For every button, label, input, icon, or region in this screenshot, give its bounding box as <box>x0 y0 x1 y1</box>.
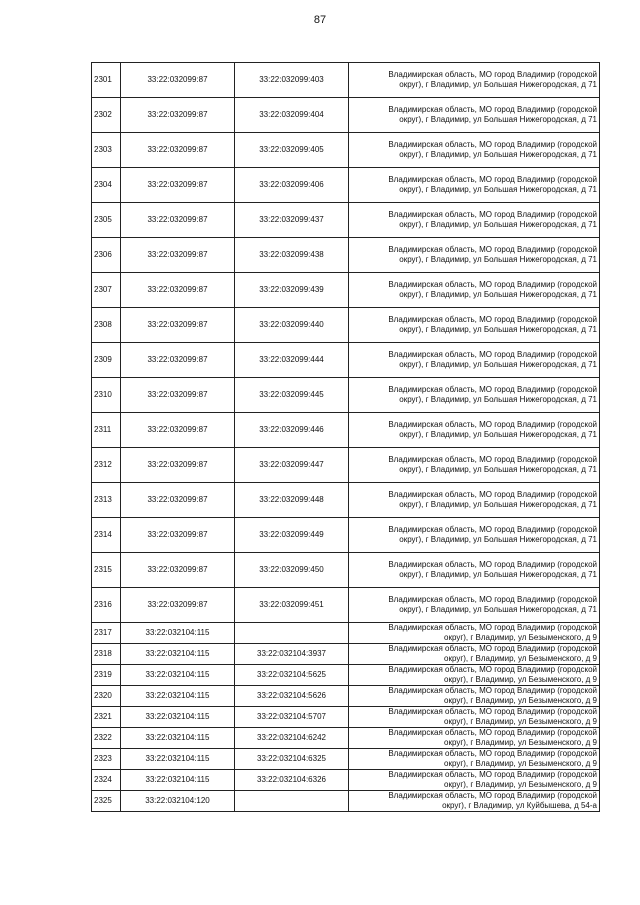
table-row <box>92 343 600 378</box>
cadastral-number-cell: 33:22:032104:5625 <box>235 665 349 686</box>
table-row <box>92 98 600 133</box>
address-line-1: Владимирская область, МО город Владимир (городской <box>388 770 597 779</box>
table-row <box>92 133 600 168</box>
row-number-cell: 2301 <box>92 63 121 98</box>
address-line-1: Владимирская область, МО город Владимир (городской <box>388 210 597 219</box>
address-line-1: Владимирская область, МО город Владимир (городской <box>388 791 597 800</box>
parent-cadastral-cell: 33:22:032099:87 <box>121 168 235 203</box>
cadastral-number-cell: 33:22:032099:404 <box>235 98 349 133</box>
address-line-2: округ), г Владимир, ул Большая Нижегородская, д 71 <box>399 465 597 474</box>
address-line-1: Владимирская область, МО город Владимир (городской <box>388 105 597 114</box>
address-cell <box>349 98 600 133</box>
address-line-2: округ), г Владимир, ул Большая Нижегородская, д 71 <box>399 360 597 369</box>
cadastral-number-cell: 33:22:032099:448 <box>235 483 349 518</box>
table-row <box>92 791 600 812</box>
address-cell <box>349 518 600 553</box>
parent-cadastral-cell: 33:22:032104:115 <box>121 770 235 791</box>
address-cell <box>349 770 600 791</box>
address-line-1: Владимирская область, МО город Владимир (городской <box>388 350 597 359</box>
table-row <box>92 623 600 644</box>
cadastral-number-cell: 33:22:032104:5626 <box>235 686 349 707</box>
row-number-cell: 2323 <box>92 749 121 770</box>
parent-cadastral-cell: 33:22:032104:115 <box>121 749 235 770</box>
address-line-2: округ), г Владимир, ул Большая Нижегородская, д 71 <box>399 255 597 264</box>
address-cell <box>349 343 600 378</box>
row-number-cell: 2321 <box>92 707 121 728</box>
address-cell <box>349 623 600 644</box>
address-line-2: округ), г Владимир, ул Большая Нижегородская, д 71 <box>399 430 597 439</box>
table-row <box>92 588 600 623</box>
row-number-cell: 2325 <box>92 791 121 812</box>
address-cell <box>349 238 600 273</box>
registry-table-body <box>92 63 600 812</box>
cadastral-number-cell: 33:22:032099:405 <box>235 133 349 168</box>
row-number-cell: 2303 <box>92 133 121 168</box>
parent-cadastral-cell: 33:22:032104:120 <box>121 791 235 812</box>
table-row <box>92 707 600 728</box>
parent-cadastral-cell: 33:22:032099:87 <box>121 588 235 623</box>
address-line-1: Владимирская область, МО город Владимир (городской <box>388 140 597 149</box>
cadastral-number-cell: 33:22:032099:439 <box>235 273 349 308</box>
address-line-2: округ), г Владимир, ул Большая Нижегородская, д 71 <box>399 290 597 299</box>
address-cell <box>349 665 600 686</box>
address-line-2: округ), г Владимир, ул Большая Нижегородская, д 71 <box>399 570 597 579</box>
table-row <box>92 749 600 770</box>
table-row <box>92 644 600 665</box>
cadastral-number-cell: 33:22:032099:450 <box>235 553 349 588</box>
table-row <box>92 413 600 448</box>
address-cell <box>349 728 600 749</box>
table-row <box>92 168 600 203</box>
address-line-2: округ), г Владимир, ул Большая Нижегородская, д 71 <box>399 535 597 544</box>
row-number-cell: 2307 <box>92 273 121 308</box>
table-row <box>92 665 600 686</box>
address-line-2: округ), г Владимир, ул Безыменского, д 9 <box>444 717 597 726</box>
row-number-cell: 2311 <box>92 413 121 448</box>
address-line-2: округ), г Владимир, ул Безыменского, д 9 <box>444 759 597 768</box>
cadastral-number-cell: 33:22:032104:6326 <box>235 770 349 791</box>
table-row <box>92 378 600 413</box>
cadastral-number-cell: 33:22:032104:6242 <box>235 728 349 749</box>
address-line-1: Владимирская область, МО город Владимир (городской <box>388 623 597 632</box>
address-cell <box>349 273 600 308</box>
row-number-cell: 2315 <box>92 553 121 588</box>
address-line-1: Владимирская область, МО город Владимир (городской <box>388 749 597 758</box>
address-line-1: Владимирская область, МО город Владимир (городской <box>388 315 597 324</box>
cadastral-number-cell <box>235 623 349 644</box>
row-number-cell: 2308 <box>92 308 121 343</box>
table-row <box>92 448 600 483</box>
address-line-1: Владимирская область, МО город Владимир (городской <box>388 385 597 394</box>
address-line-1: Владимирская область, МО город Владимир (городской <box>388 525 597 534</box>
address-line-1: Владимирская область, МО город Владимир (городской <box>388 707 597 716</box>
address-cell <box>349 448 600 483</box>
address-cell <box>349 378 600 413</box>
table-row <box>92 63 600 98</box>
address-cell <box>349 483 600 518</box>
cadastral-number-cell: 33:22:032099:446 <box>235 413 349 448</box>
address-cell <box>349 63 600 98</box>
page-number: 87 <box>313 14 327 26</box>
address-line-1: Владимирская область, МО город Владимир (городской <box>388 665 597 674</box>
cadastral-number-cell: 33:22:032104:3937 <box>235 644 349 665</box>
cadastral-number-cell: 33:22:032099:447 <box>235 448 349 483</box>
cadastral-number-cell: 33:22:032099:437 <box>235 203 349 238</box>
parent-cadastral-cell: 33:22:032099:87 <box>121 273 235 308</box>
parent-cadastral-cell: 33:22:032099:87 <box>121 203 235 238</box>
table-row <box>92 518 600 553</box>
address-line-1: Владимирская область, МО город Владимир (городской <box>388 728 597 737</box>
address-line-1: Владимирская область, МО город Владимир (городской <box>388 560 597 569</box>
row-number-cell: 2324 <box>92 770 121 791</box>
address-cell <box>349 133 600 168</box>
parent-cadastral-cell: 33:22:032104:115 <box>121 665 235 686</box>
row-number-cell: 2322 <box>92 728 121 749</box>
row-number-cell: 2318 <box>92 644 121 665</box>
parent-cadastral-cell: 33:22:032099:87 <box>121 238 235 273</box>
address-line-2: округ), г Владимир, ул Большая Нижегородская, д 71 <box>399 150 597 159</box>
address-line-2: округ), г Владимир, ул Безыменского, д 9 <box>444 738 597 747</box>
address-line-1: Владимирская область, МО город Владимир (городской <box>388 175 597 184</box>
parent-cadastral-cell: 33:22:032104:115 <box>121 686 235 707</box>
cadastral-number-cell: 33:22:032104:6325 <box>235 749 349 770</box>
cadastral-number-cell: 33:22:032099:444 <box>235 343 349 378</box>
address-line-2: округ), г Владимир, ул Безыменского, д 9 <box>444 675 597 684</box>
parent-cadastral-cell: 33:22:032099:87 <box>121 343 235 378</box>
row-number-cell: 2320 <box>92 686 121 707</box>
table-row <box>92 308 600 343</box>
cadastral-number-cell: 33:22:032099:451 <box>235 588 349 623</box>
address-cell <box>349 686 600 707</box>
row-number-cell: 2309 <box>92 343 121 378</box>
address-line-1: Владимирская область, МО город Владимир (городской <box>388 455 597 464</box>
address-line-2: округ), г Владимир, ул Безыменского, д 9 <box>444 633 597 642</box>
address-cell <box>349 413 600 448</box>
row-number-cell: 2313 <box>92 483 121 518</box>
cadastral-number-cell: 33:22:032099:403 <box>235 63 349 98</box>
parent-cadastral-cell: 33:22:032099:87 <box>121 378 235 413</box>
cadastral-number-cell: 33:22:032104:5707 <box>235 707 349 728</box>
row-number-cell: 2304 <box>92 168 121 203</box>
row-number-cell: 2312 <box>92 448 121 483</box>
row-number-cell: 2305 <box>92 203 121 238</box>
address-line-1: Владимирская область, МО город Владимир (городской <box>388 686 597 695</box>
address-line-2: округ), г Владимир, ул Большая Нижегородская, д 71 <box>399 80 597 89</box>
row-number-cell: 2302 <box>92 98 121 133</box>
cadastral-number-cell <box>235 791 349 812</box>
address-line-2: округ), г Владимир, ул Большая Нижегородская, д 71 <box>399 115 597 124</box>
parent-cadastral-cell: 33:22:032104:115 <box>121 707 235 728</box>
address-line-1: Владимирская область, МО город Владимир (городской <box>388 245 597 254</box>
cadastral-number-cell: 33:22:032099:440 <box>235 308 349 343</box>
row-number-cell: 2306 <box>92 238 121 273</box>
registry-table <box>91 62 600 812</box>
cadastral-number-cell: 33:22:032099:406 <box>235 168 349 203</box>
parent-cadastral-cell: 33:22:032099:87 <box>121 448 235 483</box>
cadastral-number-cell: 33:22:032099:449 <box>235 518 349 553</box>
row-number-cell: 2319 <box>92 665 121 686</box>
table-row <box>92 203 600 238</box>
address-cell <box>349 553 600 588</box>
address-line-1: Владимирская область, МО город Владимир (городской <box>388 420 597 429</box>
address-cell <box>349 308 600 343</box>
table-row <box>92 686 600 707</box>
address-cell <box>349 791 600 812</box>
address-cell <box>349 644 600 665</box>
row-number-cell: 2316 <box>92 588 121 623</box>
parent-cadastral-cell: 33:22:032099:87 <box>121 483 235 518</box>
address-line-1: Владимирская область, МО город Владимир (городской <box>388 490 597 499</box>
address-cell <box>349 168 600 203</box>
address-line-1: Владимирская область, МО город Владимир (городской <box>388 595 597 604</box>
address-line-2: округ), г Владимир, ул Безыменского, д 9 <box>444 780 597 789</box>
address-line-1: Владимирская область, МО город Владимир (городской <box>388 70 597 79</box>
parent-cadastral-cell: 33:22:032104:115 <box>121 728 235 749</box>
cadastral-number-cell: 33:22:032099:445 <box>235 378 349 413</box>
table-row <box>92 553 600 588</box>
address-line-1: Владимирская область, МО город Владимир (городской <box>388 280 597 289</box>
table-row <box>92 728 600 749</box>
parent-cadastral-cell: 33:22:032099:87 <box>121 98 235 133</box>
table-row <box>92 273 600 308</box>
address-line-2: округ), г Владимир, ул Безыменского, д 9 <box>444 696 597 705</box>
table-row <box>92 770 600 791</box>
address-cell <box>349 707 600 728</box>
address-line-2: округ), г Владимир, ул Безыменского, д 9 <box>444 654 597 663</box>
table-row <box>92 483 600 518</box>
address-line-2: округ), г Владимир, ул Большая Нижегородская, д 71 <box>399 605 597 614</box>
cadastral-number-cell: 33:22:032099:438 <box>235 238 349 273</box>
parent-cadastral-cell: 33:22:032099:87 <box>121 133 235 168</box>
parent-cadastral-cell: 33:22:032104:115 <box>121 644 235 665</box>
parent-cadastral-cell: 33:22:032099:87 <box>121 518 235 553</box>
parent-cadastral-cell: 33:22:032104:115 <box>121 623 235 644</box>
address-line-2: округ), г Владимир, ул Большая Нижегородская, д 71 <box>399 220 597 229</box>
address-line-2: округ), г Владимир, ул Большая Нижегородская, д 71 <box>399 185 597 194</box>
parent-cadastral-cell: 33:22:032099:87 <box>121 553 235 588</box>
table-row <box>92 238 600 273</box>
parent-cadastral-cell: 33:22:032099:87 <box>121 308 235 343</box>
address-cell <box>349 203 600 238</box>
parent-cadastral-cell: 33:22:032099:87 <box>121 63 235 98</box>
address-cell <box>349 749 600 770</box>
address-cell <box>349 588 600 623</box>
address-line-2: округ), г Владимир, ул Куйбышева, д 54-а <box>442 801 597 810</box>
parent-cadastral-cell: 33:22:032099:87 <box>121 413 235 448</box>
row-number-cell: 2314 <box>92 518 121 553</box>
address-line-2: округ), г Владимир, ул Большая Нижегородская, д 71 <box>399 325 597 334</box>
row-number-cell: 2310 <box>92 378 121 413</box>
address-line-2: округ), г Владимир, ул Большая Нижегородская, д 71 <box>399 500 597 509</box>
address-line-1: Владимирская область, МО город Владимир (городской <box>388 644 597 653</box>
row-number-cell: 2317 <box>92 623 121 644</box>
address-line-2: округ), г Владимир, ул Большая Нижегородская, д 71 <box>399 395 597 404</box>
